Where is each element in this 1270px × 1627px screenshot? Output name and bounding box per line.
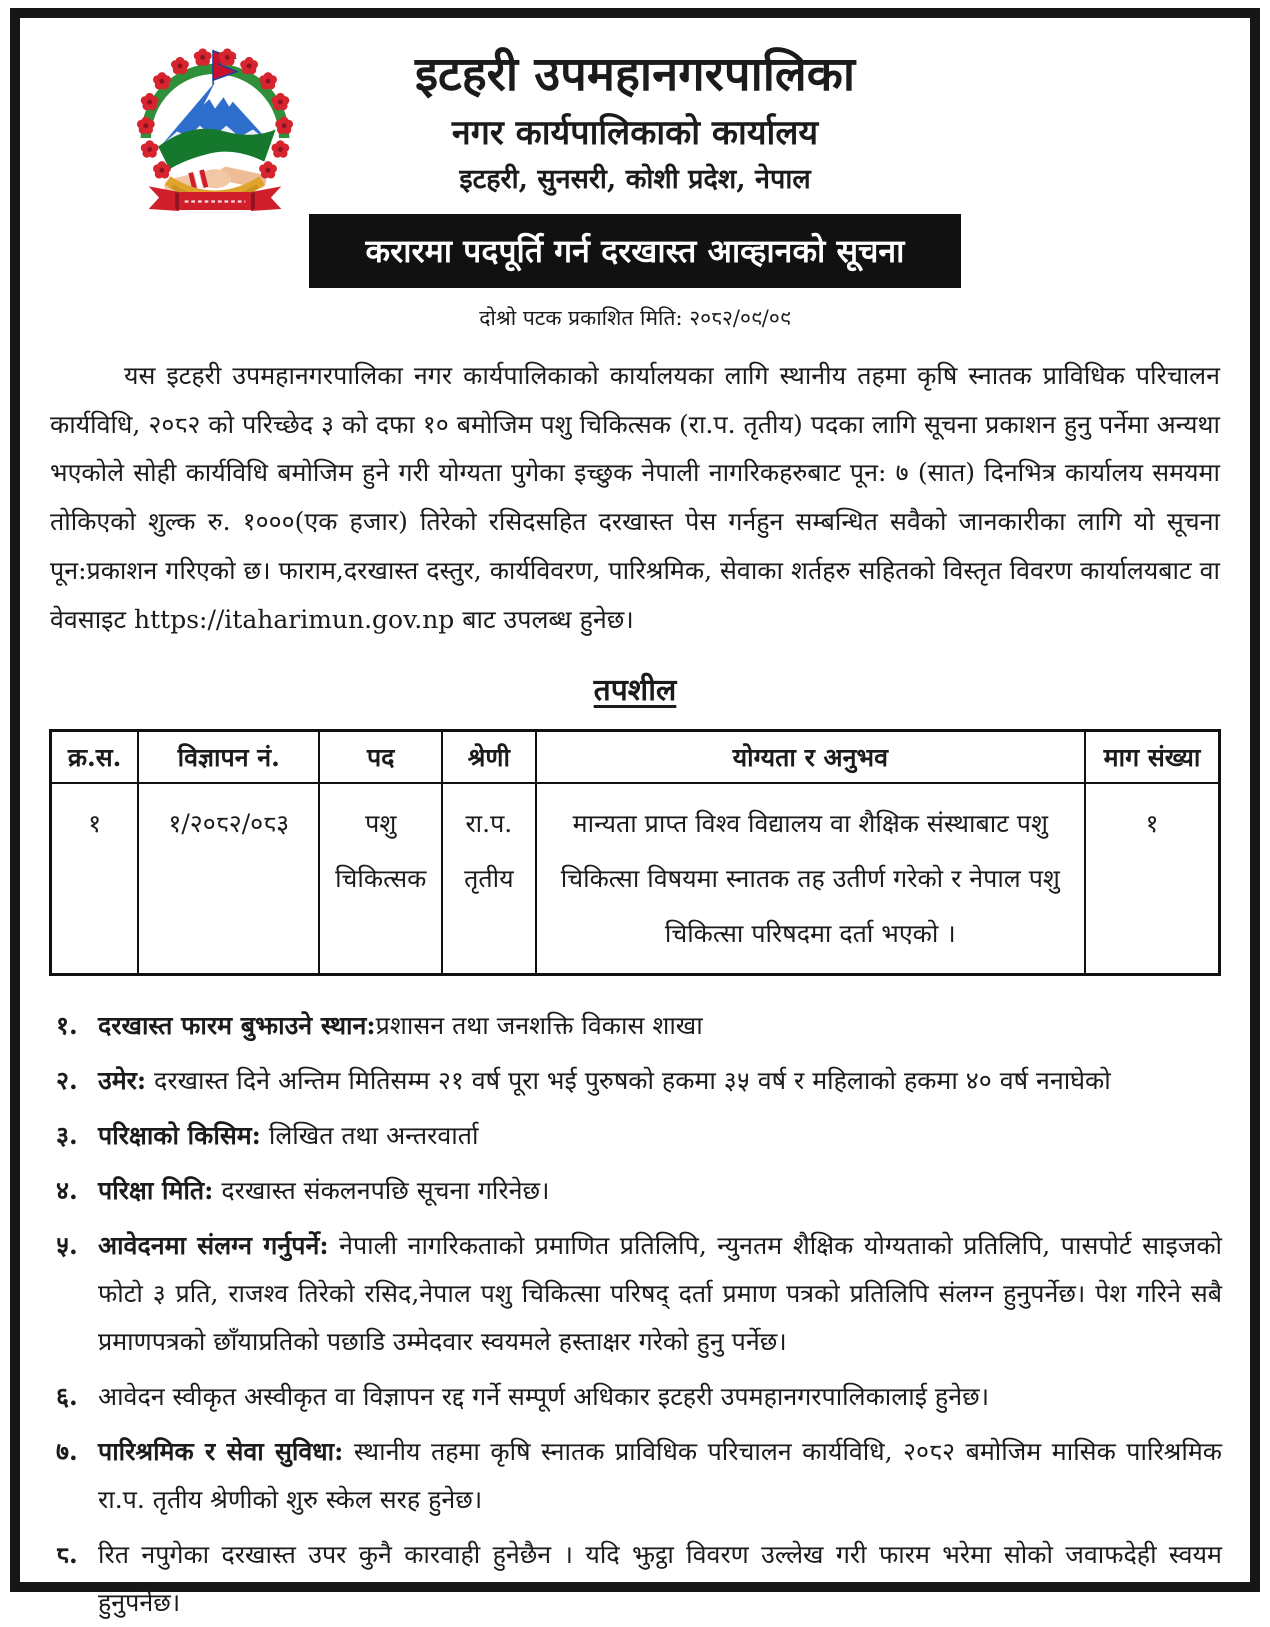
cell-sn: १: [51, 783, 139, 975]
item-lead: पारिश्रमिक र सेवा सुविधा:: [98, 1437, 344, 1467]
item-body: [98, 1167, 1222, 1215]
item-lead: दरखास्त फारम बुझाउने स्थान:: [98, 1011, 376, 1041]
item-lead: परिक्षाको किसिम:: [98, 1121, 261, 1151]
cell-vacancies: १: [1085, 783, 1219, 975]
list-item-7: [48, 1428, 1222, 1524]
office-address: इटहरी, सुनसरी, कोशी प्रदेश, नेपाल: [459, 163, 811, 195]
item-body: [98, 1057, 1222, 1105]
item-text: स्थानीय तहमा कृषि स्नातक प्राविधिक परिचालन कार्यविधि, २०८२ बमोजिम मासिक पारिश्रमिक रा.प. तृतीय श्रेणीको शुरु स्केल सरह हुनेछ।: [98, 1437, 1222, 1515]
item-number: २.: [56, 1066, 78, 1096]
cell-advertisement-no: १/२०८२/०८३: [138, 783, 319, 975]
item-body: [98, 1428, 1222, 1524]
notice-paragraph: यस इटहरी उपमहानगरपालिका नगर कार्यपालिकाको कार्यालयका लागि स्थानीय तहमा कृषि स्नातक प्राविधिक परिचालन कार्यविधि, २०८२ को परिच्छेद ३ को दफा १० बमोजिम पशु चिकित्सक (रा.प. तृतीय) पदका लागि सूचना प्रकाशन हुनु पर्नेमा अन्यथा भएकोले सोही कार्यविधि बमोजिम हुने गरी योग्यता पुगेका इच्छुक नेपाली नागरिकहरुबाट पून: ७ (सात) दिनभित्र कार्यालय समयमा तोकिएको शुल्क रु. १०००(एक हजार) तिरेको रसिदसहित दरखास्त पेस गर्नहुन सम्बन्धित सवैको जानकारीका लागि यो सूचना पून:प्रकाशन गरिएको छ। फाराम,दरखास्त दस्तुर, कार्यविवरण, पारिश्रमिक, सेवाका शर्तहरु सहितको विस्तृत विवरण कार्यालयबाट वा वेवसाइट https://itaharimun.gov.np बाट उपलब्ध हुनेछ।: [50, 360, 1220, 634]
details-heading: तपशील: [593, 673, 677, 709]
item-body: [98, 1112, 1222, 1160]
item-number: ५.: [56, 1231, 78, 1261]
item-body: [98, 1222, 1222, 1366]
cell-grade: रा.प. तृतीय: [442, 783, 536, 975]
table-row: [51, 783, 1220, 975]
column-header-vacancies: माग संख्या: [1085, 731, 1219, 784]
nepal-government-emblem-icon: [120, 48, 310, 228]
item-text: नेपाली नागरिकताको प्रमाणित प्रतिलिपि, न्युनतम शैक्षिक योग्यताको प्रतिलिपि, पासपोर्ट साइजको फोटो ३ प्रति, राजश्व तिरेको रसिद,नेपाल पशु चिकित्सा परिषद् दर्ता प्रमाण पत्रको प्रतिलिपि संलग्न हुनुपर्नेछ। पेश गरिने सबै प्रमाणपत्रको छाँयाप्रतिको पछाडि उम्मेदवार स्वयमले हस्ताक्षर गरेको हुनु पर्नेछ।: [98, 1231, 1223, 1357]
list-item-2: [48, 1057, 1222, 1105]
vacancy-table: [49, 729, 1221, 976]
column-header-grade: श्रेणी: [442, 731, 536, 784]
list-item-8: [48, 1531, 1222, 1627]
item-lead: उमेर:: [98, 1066, 147, 1096]
item-number: ८.: [56, 1540, 78, 1570]
item-lead: परिक्षा मिति:: [98, 1176, 214, 1206]
item-text: आवेदन स्वीकृत अस्वीकृत वा विज्ञापन रद्द गर्ने सम्पूर्ण अधिकार इटहरी उपमहानगरपालिकालाई हुनेछ।: [98, 1382, 990, 1412]
letterhead: [38, 46, 1232, 196]
list-item-5: [48, 1222, 1222, 1366]
office-subtitle: नगर कार्यपालिकाको कार्यालय: [451, 112, 819, 153]
published-date: दोश्रो पटक प्रकाशित मिति: २०८२/०९/०९: [479, 305, 791, 330]
table-header-row: [51, 731, 1220, 784]
item-number: ६.: [56, 1382, 78, 1412]
item-text: लिखित तथा अन्तरवार्ता: [260, 1121, 479, 1151]
column-header-advertisement-no: विज्ञापन नं.: [138, 731, 319, 784]
column-header-post: पद: [319, 731, 442, 784]
item-number: ७.: [56, 1437, 78, 1467]
column-header-qualification: योग्यता र अनुभव: [536, 731, 1085, 784]
column-header-sn: क्र.स.: [51, 731, 139, 784]
item-number: १.: [56, 1011, 78, 1041]
item-text: दरखास्त दिने अन्तिम मितिसम्म २१ वर्ष पूरा भई पुरुषको हकमा ३५ वर्ष र महिलाको हकमा ४० वर्ष ननाघेको: [146, 1066, 1111, 1096]
item-body: [98, 1531, 1222, 1627]
item-text: दरखास्त संकलनपछि सूचना गरिनेछ।: [213, 1176, 550, 1206]
item-lead: आवेदनमा संलग्न गर्नुपर्ने:: [98, 1231, 329, 1261]
item-text: रित नपुगेका दरखास्त उपर कुनै कारवाही हुनेछैन । यदि झुट्ठा विवरण उल्लेख गरी फारम भरेमा सोको जवाफदेही स्वयम हुनुपर्नेछ।: [98, 1540, 1222, 1618]
conditions-list: [48, 1002, 1222, 1627]
list-item-6: [48, 1373, 1222, 1421]
cell-qualification: मान्यता प्राप्त विश्व विद्यालय वा शैक्षिक संस्थाबाट पशु चिकित्सा विषयमा स्नातक तह उतीर्ण गरेको र नेपाल पशु चिकित्सा परिषदमा दर्ता भएको ।: [536, 783, 1085, 975]
item-number: ४.: [56, 1176, 78, 1206]
cell-post: पशु चिकित्सक: [319, 783, 442, 975]
item-number: ३.: [56, 1121, 78, 1151]
document-frame: [10, 8, 1260, 1618]
notice-banner: करारमा पदपूर्ति गर्न दरखास्त आव्हानको सूचना: [309, 214, 961, 288]
list-item-1: [48, 1002, 1222, 1050]
office-title: इटहरी उपमहानगरपालिका: [414, 47, 856, 102]
item-text: प्रशासन तथा जनशक्ति विकास शाखा: [375, 1011, 703, 1041]
item-body: [98, 1002, 1222, 1050]
item-body: [98, 1373, 1222, 1421]
list-item-3: [48, 1112, 1222, 1160]
list-item-4: [48, 1167, 1222, 1215]
